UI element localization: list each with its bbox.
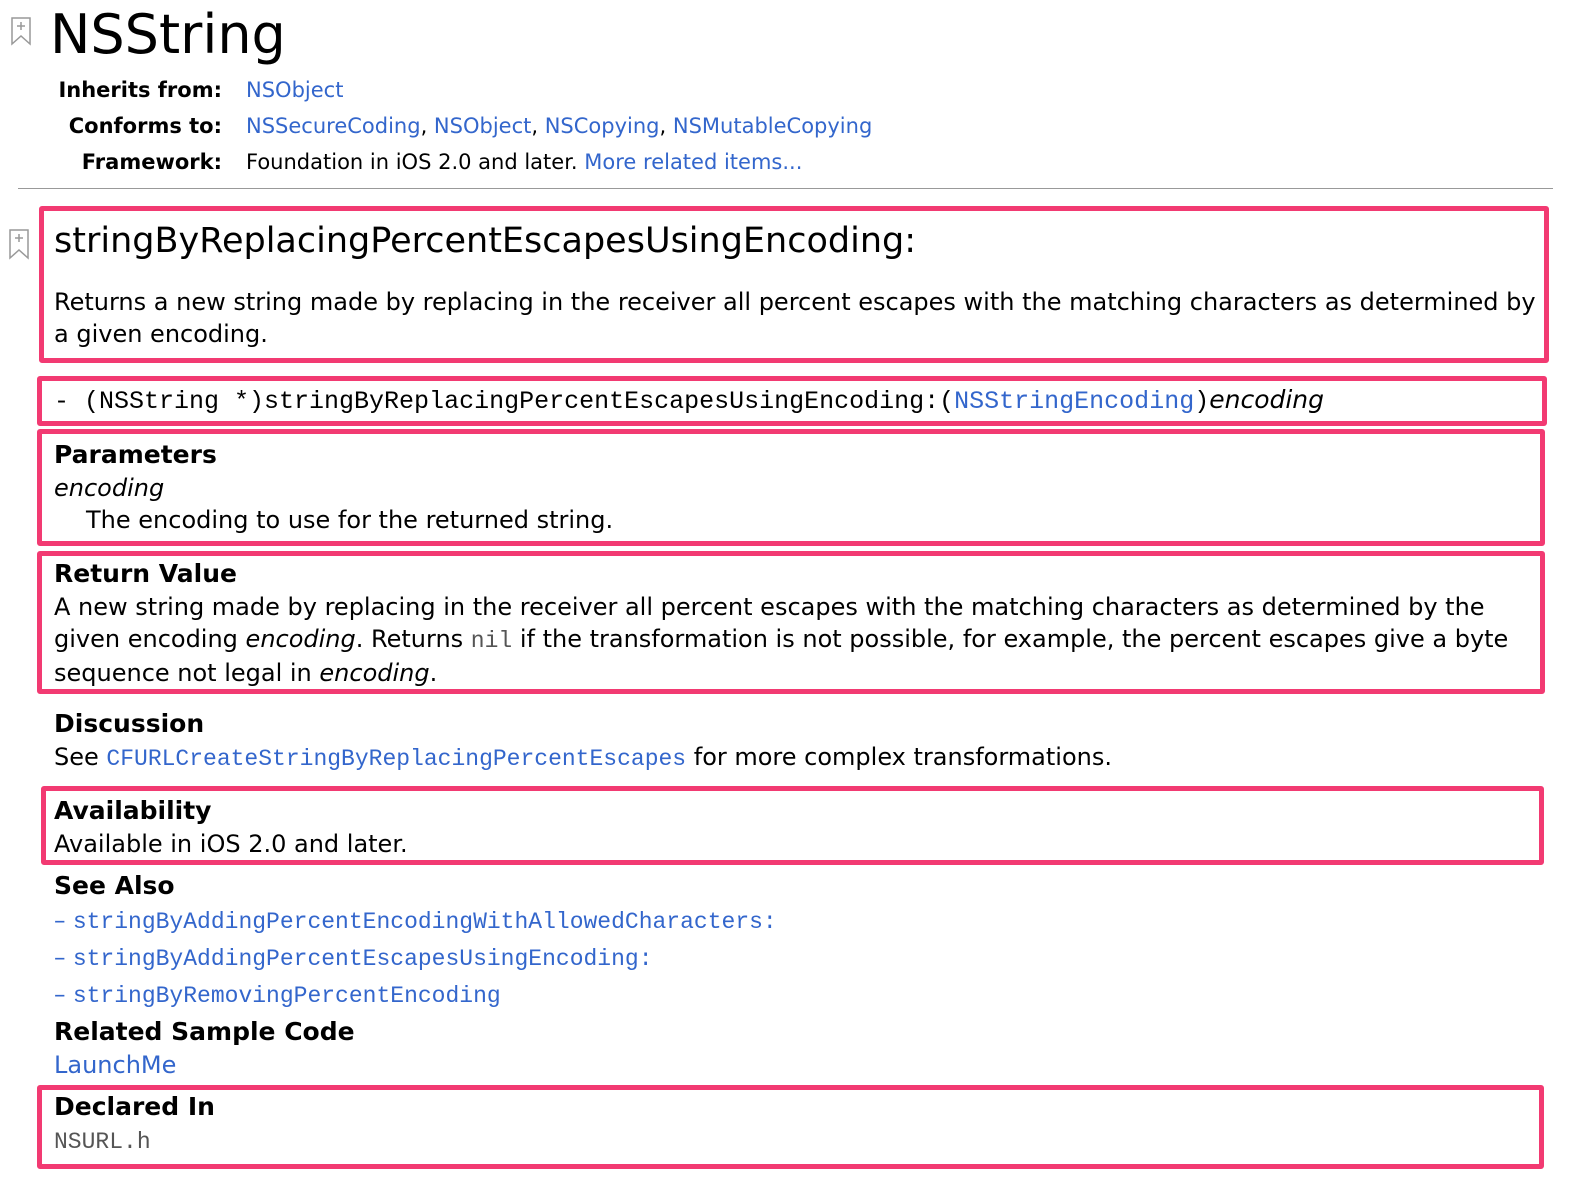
class-title: NSString <box>50 3 286 66</box>
class-meta-table <box>50 72 872 180</box>
meta-key: Framework: <box>81 150 222 174</box>
return-em-1: encoding <box>245 625 356 653</box>
see-also-item <box>54 903 1555 940</box>
return-text-3: if the transformation is not possible, for example, the percent escapes give a byte sequence not legal in <box>54 625 1509 687</box>
declaration-param: encoding <box>1209 385 1325 414</box>
see-also-section <box>54 869 1555 1014</box>
discussion-section <box>54 707 1555 775</box>
highlight-box <box>37 429 1545 546</box>
meta-row-inherits <box>50 72 872 108</box>
link-nsobject-protocol[interactable]: NSObject <box>433 114 532 138</box>
launchme-link[interactable]: LaunchMe <box>54 1051 177 1079</box>
see-also-dash: – <box>54 908 66 934</box>
declaration-suffix: ) <box>1194 387 1210 416</box>
meta-row-conforms: Conforms to: NSSecureCoding, NSObject, NSCopying, NSMutableCopying <box>50 108 872 144</box>
divider <box>18 188 1553 189</box>
meta-row-framework <box>50 144 872 180</box>
discussion-pre: See <box>54 743 107 771</box>
return-text-4: . <box>429 659 438 687</box>
link-nsobject[interactable]: NSObject <box>246 78 344 102</box>
framework-text: Foundation in iOS 2.0 and later. <box>246 150 578 174</box>
declared-in-file: NSURL.h <box>54 1129 151 1155</box>
parameters-heading: Parameters <box>54 440 217 469</box>
availability-heading: Availability <box>54 796 212 825</box>
see-also-item <box>54 977 1555 1014</box>
highlight-box <box>37 551 1545 694</box>
parameter-name: encoding <box>54 474 165 502</box>
highlight-box <box>37 376 1547 426</box>
nsstringencoding-link[interactable]: NSStringEncoding <box>954 387 1195 416</box>
return-text-2: . Returns <box>355 625 471 653</box>
see-also-heading: See Also <box>54 871 175 900</box>
see-also-item <box>54 940 1555 977</box>
meta-key: Inherits from: <box>58 78 222 102</box>
discussion-text <box>54 741 1555 775</box>
cfurl-function-link[interactable]: CFURLCreateStringByReplacingPercentEscapes <box>106 746 687 772</box>
bookmark-icon[interactable] <box>10 16 28 42</box>
link-nssecurecoding[interactable]: NSSecureCoding <box>246 114 421 138</box>
declared-in-heading: Declared In <box>54 1092 215 1121</box>
more-related-items-link[interactable]: More related items... <box>584 150 803 174</box>
method-title: stringByReplacingPercentEscapesUsingEncoding: <box>54 221 917 261</box>
return-em-2: encoding <box>319 659 430 687</box>
highlight-box <box>37 1085 1544 1169</box>
link-nsmutablecopying[interactable]: NSMutableCopying <box>672 114 873 138</box>
discussion-post: for more complex transformations. <box>686 743 1112 771</box>
parameter-description: The encoding to use for the returned string. <box>86 506 614 534</box>
highlight-box <box>41 786 1544 865</box>
discussion-heading: Discussion <box>54 709 205 738</box>
see-also-link[interactable]: stringByAddingPercentEscapesUsingEncoding: <box>72 946 653 972</box>
return-code-nil: nil <box>470 628 513 654</box>
see-also-dash: – <box>54 945 66 971</box>
related-sample-code-heading: Related Sample Code <box>54 1017 355 1046</box>
return-value-heading: Return Value <box>54 559 237 588</box>
bookmark-icon[interactable] <box>8 228 26 254</box>
availability-text: Available in iOS 2.0 and later. <box>54 830 408 858</box>
link-nscopying[interactable]: NSCopying <box>544 114 660 138</box>
see-also-link[interactable]: stringByRemovingPercentEncoding <box>72 983 501 1009</box>
see-also-dash: – <box>54 982 66 1008</box>
related-sample-code-section <box>54 1015 1555 1081</box>
method-abstract: Returns a new string made by replacing in the receiver all percent escapes with the matching characters as determined by a given encoding. <box>54 288 1536 348</box>
highlight-box <box>39 206 1549 363</box>
declaration-prefix: - (NSString *)stringByReplacingPercentEscapesUsingEncoding:( <box>54 387 955 416</box>
see-also-link[interactable]: stringByAddingPercentEncodingWithAllowedCharacters: <box>72 909 777 935</box>
meta-key: Conforms to: <box>68 114 222 138</box>
return-text-1: A new string made by replacing in the receiver all percent escapes with the matching characters as determined by the given encoding <box>54 593 1485 653</box>
